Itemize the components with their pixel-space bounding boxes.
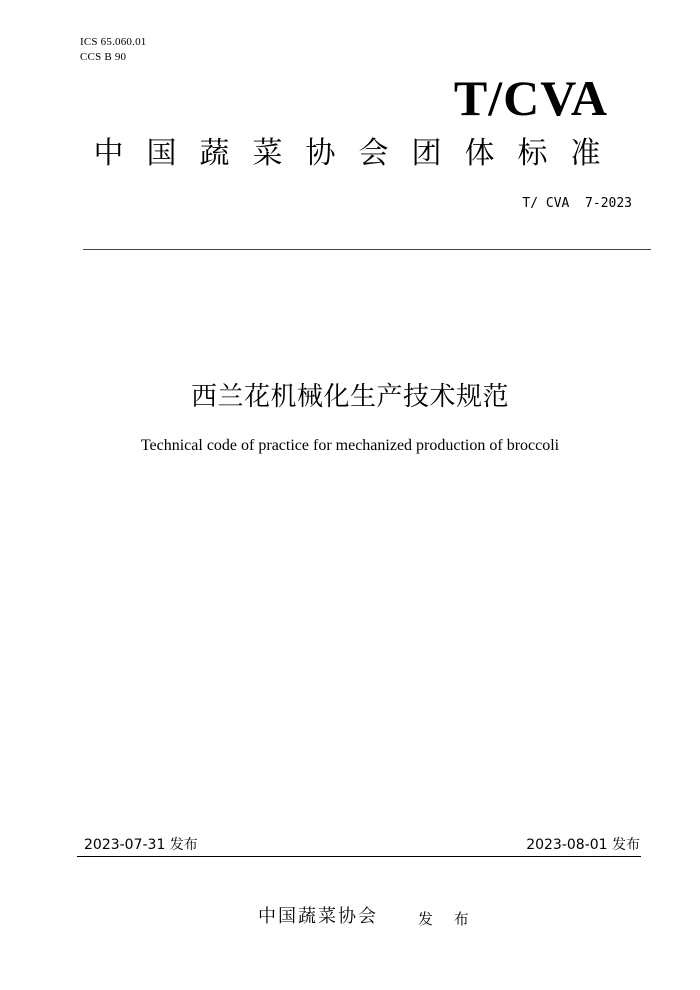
footer-divider bbox=[77, 856, 641, 857]
ics-code: ICS 65.060.01 bbox=[80, 36, 147, 48]
issue-date: 2023-07-31 发布 bbox=[84, 837, 198, 853]
implementation-date: 2023-08-01 发布 bbox=[526, 837, 640, 853]
organization-standard-title: 中国蔬菜协会团体标准 bbox=[93, 136, 624, 171]
publisher-name: 中国蔬菜协会 bbox=[258, 906, 378, 927]
document-title: 西兰花机械化生产技术规范 bbox=[190, 382, 509, 412]
document-english-title: Technical code of practice for mechanized production of broccoli bbox=[140, 437, 560, 454]
standard-brand-logo: T/CVA bbox=[453, 70, 608, 126]
header-divider bbox=[83, 249, 651, 250]
standard-number: T/ CVA 7-2023 bbox=[522, 196, 632, 211]
publish-label: 发 布 bbox=[418, 910, 477, 928]
ccs-code: CCS B 90 bbox=[80, 51, 127, 63]
